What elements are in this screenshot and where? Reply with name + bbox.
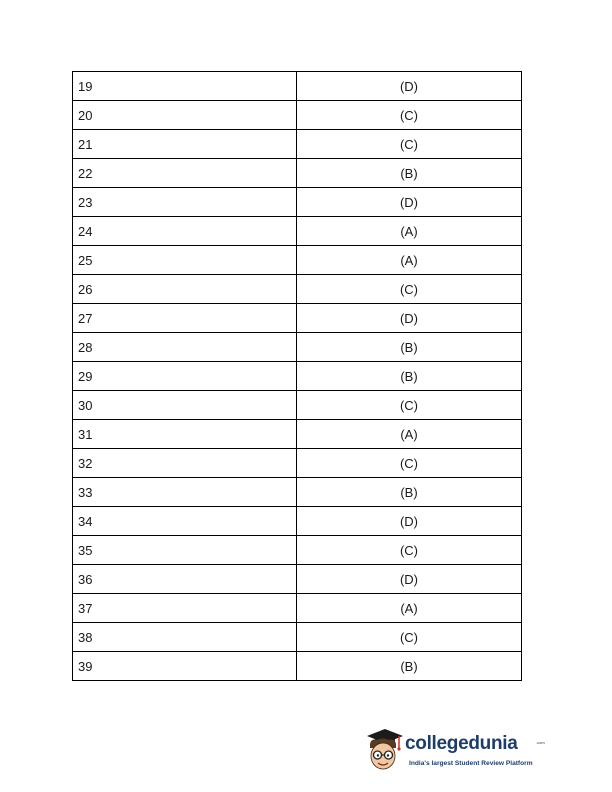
- question-number-cell: 27: [73, 304, 297, 333]
- question-number-cell: 25: [73, 246, 297, 275]
- answer-option-cell: (C): [297, 101, 522, 130]
- question-number-cell: 32: [73, 449, 297, 478]
- answer-option-cell: (B): [297, 478, 522, 507]
- answer-row: [73, 188, 522, 217]
- answer-row: [73, 536, 522, 565]
- answer-option-cell: (C): [297, 130, 522, 159]
- answer-row: [73, 652, 522, 681]
- answer-option-cell: (D): [297, 304, 522, 333]
- question-number-cell: 29: [73, 362, 297, 391]
- answer-row: [73, 362, 522, 391]
- question-number-cell: 37: [73, 594, 297, 623]
- answer-key-table: [72, 71, 522, 681]
- answer-option-cell: (D): [297, 507, 522, 536]
- answer-row: [73, 333, 522, 362]
- answer-option-cell: (C): [297, 275, 522, 304]
- answer-row: [73, 159, 522, 188]
- question-number-cell: 21: [73, 130, 297, 159]
- answer-row: [73, 217, 522, 246]
- question-number-cell: 28: [73, 333, 297, 362]
- answer-row: [73, 130, 522, 159]
- answer-option-cell: (D): [297, 72, 522, 101]
- answer-row: [73, 478, 522, 507]
- question-number-cell: 24: [73, 217, 297, 246]
- mascot-graduate-icon: [361, 726, 405, 774]
- answer-option-cell: (B): [297, 362, 522, 391]
- answer-row: [73, 391, 522, 420]
- answer-row: [73, 246, 522, 275]
- answer-option-cell: (C): [297, 623, 522, 652]
- question-number-cell: 19: [73, 72, 297, 101]
- answer-option-cell: (D): [297, 188, 522, 217]
- answer-option-cell: (B): [297, 159, 522, 188]
- question-number-cell: 26: [73, 275, 297, 304]
- answer-option-cell: (C): [297, 536, 522, 565]
- collegedunia-logo: [361, 726, 551, 776]
- question-number-cell: 22: [73, 159, 297, 188]
- logo-tagline: India's largest Student Review Platform: [409, 760, 533, 767]
- answer-option-cell: (C): [297, 391, 522, 420]
- answer-row: [73, 101, 522, 130]
- question-number-cell: 23: [73, 188, 297, 217]
- logo-brand-name: collegedunia: [405, 733, 518, 754]
- answer-row: [73, 565, 522, 594]
- answer-row: [73, 594, 522, 623]
- answer-option-cell: (A): [297, 420, 522, 449]
- question-number-cell: 31: [73, 420, 297, 449]
- answer-row: [73, 72, 522, 101]
- answer-row: [73, 304, 522, 333]
- question-number-cell: 30: [73, 391, 297, 420]
- answer-row: [73, 449, 522, 478]
- question-number-cell: 39: [73, 652, 297, 681]
- answer-row: [73, 420, 522, 449]
- answer-option-cell: (A): [297, 217, 522, 246]
- logo-brand-suffix: .com: [536, 740, 545, 745]
- answer-row: [73, 507, 522, 536]
- question-number-cell: 36: [73, 565, 297, 594]
- answer-key-body: [73, 72, 522, 681]
- answer-option-cell: (D): [297, 565, 522, 594]
- question-number-cell: 38: [73, 623, 297, 652]
- answer-option-cell: (A): [297, 246, 522, 275]
- answer-option-cell: (A): [297, 594, 522, 623]
- question-number-cell: 20: [73, 101, 297, 130]
- question-number-cell: 34: [73, 507, 297, 536]
- answer-option-cell: (B): [297, 333, 522, 362]
- answer-option-cell: (B): [297, 652, 522, 681]
- answer-option-cell: (C): [297, 449, 522, 478]
- question-number-cell: 33: [73, 478, 297, 507]
- answer-row: [73, 275, 522, 304]
- question-number-cell: 35: [73, 536, 297, 565]
- answer-row: [73, 623, 522, 652]
